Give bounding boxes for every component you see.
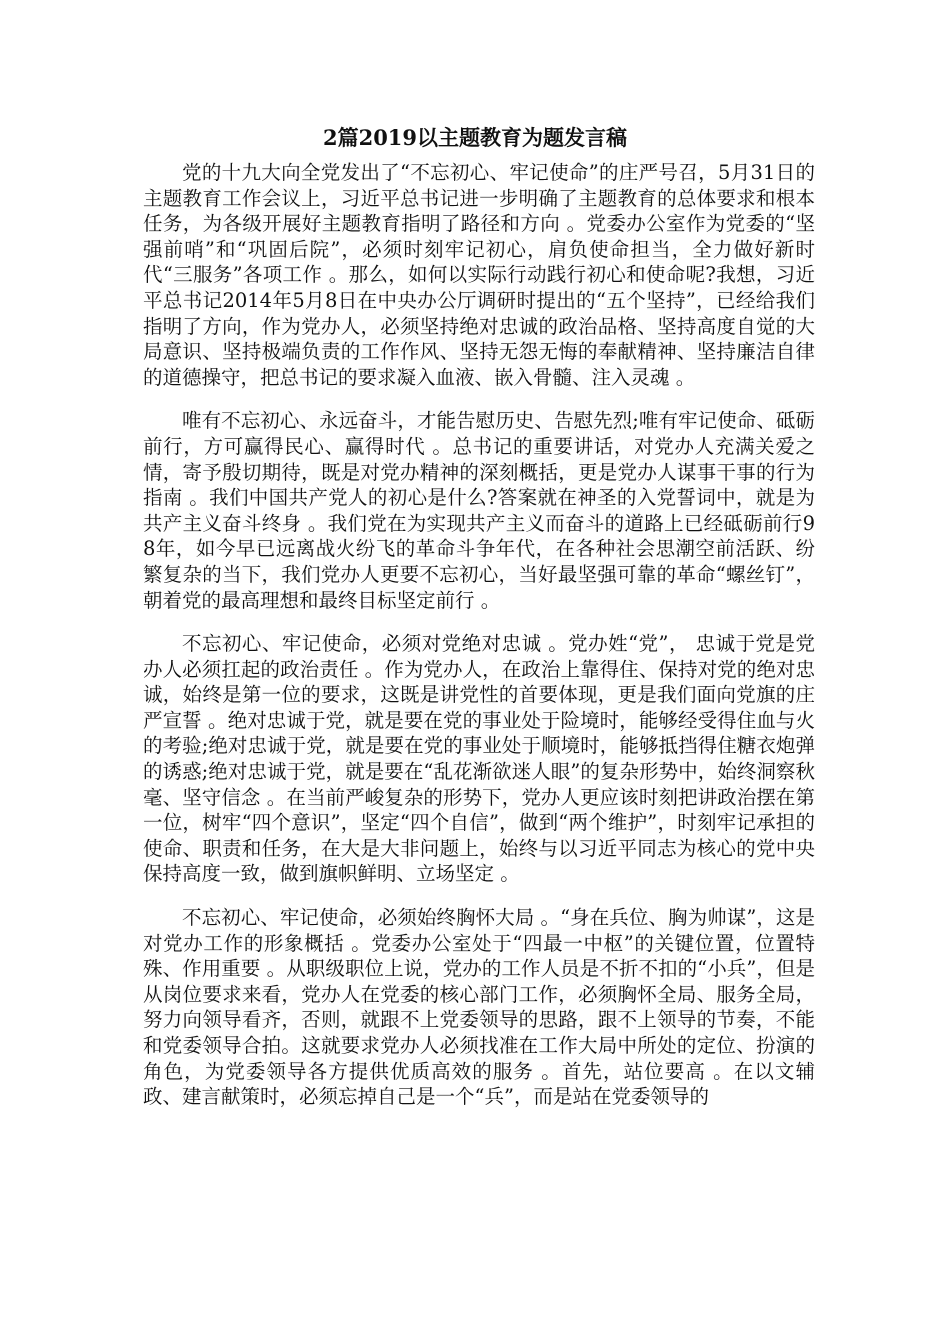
paragraph-3: 不忘初心、牢记使命，必须对党绝对忠诚 。党办姓“党”， 忠诚于党是党办人必须扛起的政治责任 。作为党办人，在政治上靠得住、保持对党的绝对忠诚，始终是第一位的要求，这既是讲党性的首要体现，更是我们面向党旗的庄严宣誓 。绝对忠诚于党，就是要在党的事业处于险境时，能够经受得住血与火的考验;绝对忠诚于党，就是要在党的事业处于顺境时，能够抵挡得住糖衣炮弹的诱惑;绝对忠诚于党，就是要在“乱花渐欲迷人眼”的复杂形势中，始终洞察秋毫、坚守信念 。在当前严峻复杂的形势下，党办人更应该时刻把讲政治摆在第一位，树牢“四个意识”，坚定“四个自信”，做到“两个维护”，时刻牢记承担的使命、职责和任务，在大是大非问题上，始终与以习近平同志为核心的党中央保持高度一致，做到旗帜鲜明、立场坚定 。 (143, 632, 815, 886)
paragraph-2: 唯有不忘初心、永远奋斗，才能告慰历史、告慰先烈;唯有牢记使命、砥砺前行，方可赢得民心、赢得时代 。总书记的重要讲话，对党办人充满关爱之情，寄予殷切期待，既是对党办精神的深刻概括，更是党办人谋事干事的行为指南 。我们中国共产党人的初心是什么?答案就在神圣的入党誓词中，就是为共产主义奋斗终身 。我们党在为实现共产主义而奋斗的道路上已经砥砺前行98年，如今早已远离战火纷飞的革命斗争年代，在各种社会思潮空前活跃、纷繁复杂的当下，我们党办人更要不忘初心，当好最坚强可靠的革命“螺丝钉”，朝着党的最高理想和最终目标坚定前行 。 (143, 409, 815, 612)
paragraph-4: 不忘初心、牢记使命，必须始终胸怀大局 。“身在兵位、胸为帅谋”，这是对党办工作的形象概括 。党委办公室处于“四最一中枢”的关键位置，位置特殊、作用重要 。从职级职位上说，党办的工作人员是不折不扣的“小兵”，但是从岗位要求来看，党办人在党委的核心部门工作，必须胸怀全局、服务全局，努力向领导看齐，否则，就跟不上党委领导的思路，跟不上领导的节奏，不能和党委领导合拍。这就要求党办人必须找准在工作大局中所处的定位、扮演的角色，为党委领导各方提供优质高效的服务 。首先，站位要高 。在以文辅政、建言献策时，必须忘掉自己是一个“兵”，而是站在党委领导的 (143, 906, 815, 1109)
document-title: 2篇2019以主题教育为题发言稿 (322, 125, 628, 150)
paragraph-1: 党的十九大向全党发出了“不忘初心、牢记使命”的庄严号召，5月31日的主题教育工作会议上，习近平总书记进一步明确了主题教育的总体要求和根本任务，为各级开展好主题教育指明了路径和方向 。党委办公室作为党委的“坚强前哨”和“巩固后院”，必须时刻牢记初心，肩负使命担当，全力做好新时代“三服务”各项工作 。那么，如何以实际行动践行初心和使命呢?我想，习近平总书记2014年5月8日在中央办公厅调研时提出的“五个坚持”，已经给我们指明了方向，作为党办人，必须坚持绝对忠诚的政治品格、坚持高度自觉的大局意识、坚持极端负责的工作作风、坚持无怨无悔的奉献精神、坚持廉洁自律的道德操守，把总书记的要求凝入血液、嵌入骨髓、注入灵魂 。 (143, 161, 815, 389)
document-body (143, 160, 815, 1128)
